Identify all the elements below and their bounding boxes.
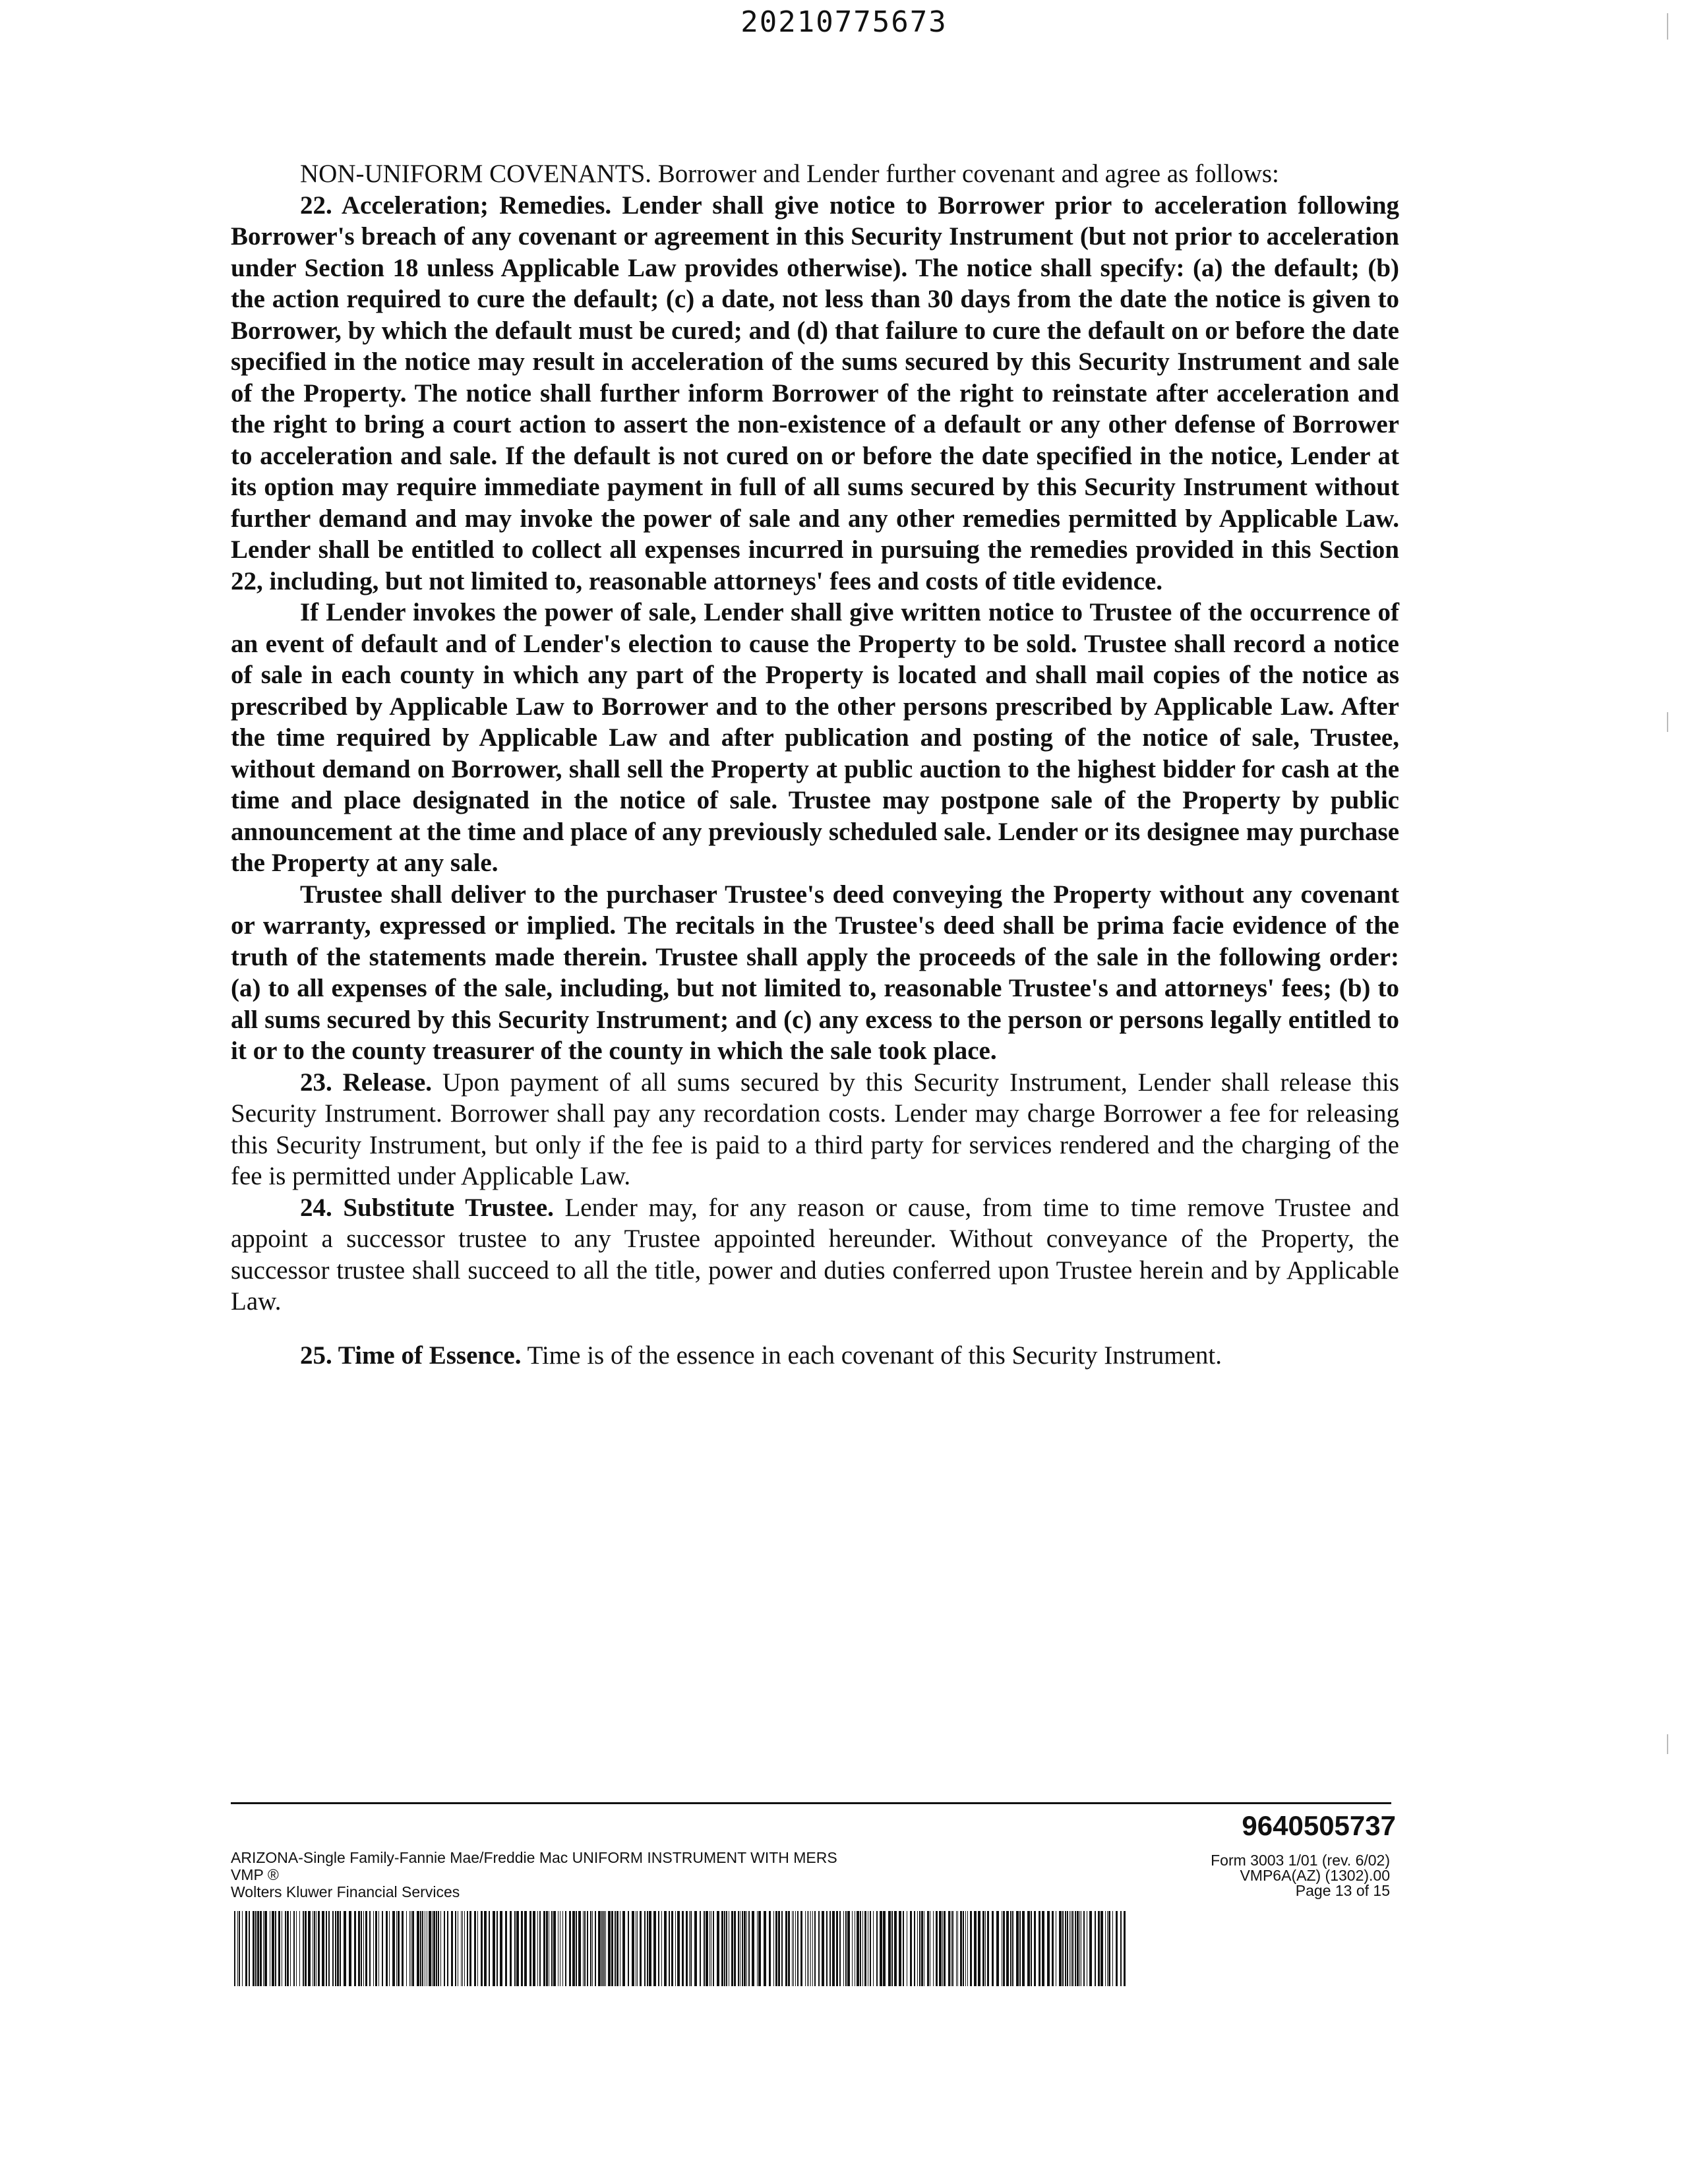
- scan-edge-mark: [1667, 712, 1668, 732]
- barcode-bar: [583, 1911, 584, 1986]
- footer-divider: [231, 1802, 1391, 1804]
- barcode-bar: [818, 1911, 820, 1986]
- page-number: Page 13 of 15: [1295, 1882, 1390, 1899]
- barcode-bar: [647, 1911, 648, 1986]
- barcode-bar: [876, 1911, 878, 1986]
- barcode-bar: [974, 1911, 977, 1986]
- barcode-bar: [1027, 1911, 1030, 1986]
- barcode-bar: [308, 1911, 311, 1986]
- barcode-bar: [1034, 1911, 1036, 1986]
- barcode-bar: [952, 1911, 953, 1986]
- barcode-bar: [671, 1911, 673, 1986]
- barcode-bar: [245, 1911, 247, 1986]
- barcode-bar: [432, 1911, 433, 1986]
- barcode-bar: [847, 1911, 850, 1986]
- barcode-bar: [237, 1911, 238, 1986]
- barcode-bar: [1098, 1911, 1100, 1986]
- barcode-bar: [1095, 1911, 1096, 1986]
- barcode-bar: [967, 1911, 968, 1986]
- barcode-bar: [677, 1911, 680, 1986]
- section-24-paragraph: [231, 1192, 1399, 1318]
- barcode-bar: [461, 1911, 462, 1986]
- barcode-bar: [857, 1911, 859, 1986]
- barcode-bar: [982, 1911, 984, 1986]
- barcode-bar: [474, 1911, 476, 1986]
- barcode-bar: [845, 1911, 847, 1986]
- section-23-paragraph: [231, 1067, 1399, 1192]
- barcode-bar: [529, 1911, 531, 1986]
- barcode-bar: [406, 1911, 407, 1986]
- barcode-bar: [903, 1911, 904, 1986]
- section-23-text: Upon payment of all sums secured by this Security Instrument, Lender shall release this Security Instrument. Borrower shall pay any recordation costs. Lender may charge Borrower a fee for releasing this Security Instrument, but only if the fee is paid to a third party for services rendered and the charging of the fee is permitted under Applicable Law.: [231, 1068, 1400, 1190]
- barcode-bar: [1107, 1911, 1108, 1986]
- barcode-bar: [293, 1911, 295, 1986]
- barcode-bar: [726, 1911, 727, 1986]
- barcode-bar: [996, 1911, 999, 1986]
- barcode-bar: [1079, 1911, 1080, 1986]
- barcode-bar: [942, 1911, 943, 1986]
- barcode-bar: [608, 1911, 611, 1986]
- barcode-bar: [592, 1911, 593, 1986]
- barcode-bar: [344, 1911, 346, 1986]
- barcode-bar: [1047, 1911, 1050, 1986]
- barcode-bar: [318, 1911, 320, 1986]
- barcode-bar: [910, 1911, 912, 1986]
- barcode-bar: [956, 1911, 957, 1986]
- barcode-bar: [1116, 1911, 1118, 1986]
- barcode-bar: [927, 1911, 929, 1986]
- covenants-intro: NON-UNIFORM COVENANTS. Borrower and Lender further covenant and agree as follows:: [300, 160, 1279, 188]
- barcode-bar: [278, 1911, 280, 1986]
- barcode-bar: [822, 1911, 824, 1986]
- barcode-bar: [305, 1911, 307, 1986]
- barcode-bar: [744, 1911, 746, 1986]
- barcode-bar: [263, 1911, 264, 1986]
- barcode-bar: [290, 1911, 291, 1986]
- barcode-bar: [382, 1911, 383, 1986]
- barcode-bar: [615, 1911, 616, 1986]
- barcode-bar: [832, 1911, 835, 1986]
- barcode-bar: [462, 1911, 463, 1986]
- barcode-bar: [797, 1911, 799, 1986]
- barcode-bar: [438, 1911, 439, 1986]
- barcode-bar: [965, 1911, 966, 1986]
- barcode-bar: [489, 1911, 490, 1986]
- barcode-bar: [257, 1911, 259, 1986]
- barcode-bar: [963, 1911, 964, 1986]
- barcode-bar: [675, 1911, 676, 1986]
- barcode-bar: [314, 1911, 315, 1986]
- barcode-bar: [992, 1911, 994, 1986]
- barcode-bar: [1077, 1911, 1079, 1986]
- barcode-bar: [255, 1911, 256, 1986]
- barcode-bar: [467, 1911, 468, 1986]
- barcode-bar: [365, 1911, 367, 1986]
- barcode-bar: [748, 1911, 750, 1986]
- barcode-bar: [402, 1911, 404, 1986]
- barcode-bar: [957, 1911, 958, 1986]
- barcode-bar: [1016, 1911, 1019, 1986]
- form-code: VMP6A(AZ) (1302).00: [1240, 1867, 1390, 1884]
- barcode-bar: [628, 1911, 629, 1986]
- barcode-bar: [373, 1911, 374, 1986]
- barcode-bar: [469, 1911, 471, 1986]
- section-25-text: Time is of the essence in each covenant of this Security Instrument.: [527, 1341, 1222, 1370]
- barcode-bar: [862, 1911, 863, 1986]
- barcode-bar: [706, 1911, 708, 1986]
- barcode-bar: [611, 1911, 613, 1986]
- barcode-bar: [738, 1911, 739, 1986]
- barcode-bar: [349, 1911, 351, 1986]
- barcode-bar: [595, 1911, 596, 1986]
- barcode-bar: [1052, 1911, 1054, 1986]
- barcode-bar: [253, 1911, 255, 1986]
- barcode-bar: [746, 1911, 747, 1986]
- loan-number: 9640505737: [1242, 1810, 1396, 1841]
- barcode-bar: [843, 1911, 844, 1986]
- barcode-bar: [412, 1911, 414, 1986]
- barcode-bar: [444, 1911, 445, 1986]
- document-body: [231, 158, 1399, 1371]
- barcode-bar: [713, 1911, 714, 1986]
- barcode-bar: [335, 1911, 336, 1986]
- barcode-bar: [605, 1911, 606, 1986]
- barcode-bar: [1059, 1911, 1062, 1986]
- barcode-bar: [826, 1911, 828, 1986]
- barcode-bar: [386, 1911, 388, 1986]
- barcode-bar: [669, 1911, 670, 1986]
- barcode-bar: [661, 1911, 662, 1986]
- barcode-bar: [249, 1911, 250, 1986]
- barcode-bar: [632, 1911, 634, 1986]
- barcode-bar: [578, 1911, 581, 1986]
- barcode-bar: [785, 1911, 787, 1986]
- barcode-bar: [354, 1911, 356, 1986]
- barcode-bar: [948, 1911, 950, 1986]
- barcode-bar: [234, 1911, 235, 1986]
- barcode-bar: [664, 1911, 667, 1986]
- barcode-bar: [477, 1911, 478, 1986]
- barcode-bar: [814, 1911, 816, 1986]
- barcode-bar: [1006, 1911, 1009, 1986]
- barcode-bar: [340, 1911, 341, 1986]
- barcode-bar: [1089, 1911, 1092, 1986]
- barcode-bar: [239, 1911, 240, 1986]
- barcode-bar: [514, 1911, 516, 1986]
- barcode-bar: [551, 1911, 553, 1986]
- barcode-bar: [808, 1911, 809, 1986]
- barcode-bar: [500, 1911, 502, 1986]
- barcode-bar: [429, 1911, 431, 1986]
- barcode-bar: [1075, 1911, 1076, 1986]
- section-22-trustee-deed: Trustee shall deliver to the purchaser Trustee's deed conveying the Property without any covenant or warranty, expressed or implied. The recitals in the Trustee's deed shall be prima facie evidence of the truth of the statements made therein. Trustee shall apply the proceeds of the sale in the following order: (a) to all expenses of the sale, including, but not limited to, reasonable Trustee's and attorneys' fees; (b) to all sums secured by this Security Instrument; and (c) any excess to the person or persons legally entitled to it or to the county treasurer of the county in which the sale took place.: [231, 880, 1399, 1065]
- barcode-bar: [1042, 1911, 1044, 1986]
- barcode-bar: [584, 1911, 586, 1986]
- barcode-bar: [447, 1911, 448, 1986]
- barcode-bar: [682, 1911, 684, 1986]
- barcode-bar: [829, 1911, 831, 1986]
- barcode-bar: [919, 1911, 920, 1986]
- barcode-bar: [724, 1911, 725, 1986]
- barcode-bar: [287, 1911, 289, 1986]
- barcode-bar: [781, 1911, 783, 1986]
- barcode-bar: [389, 1911, 390, 1986]
- barcode-bar: [398, 1911, 400, 1986]
- barcode-bar: [1072, 1911, 1073, 1986]
- barcode-bar: [422, 1911, 423, 1986]
- form-title: ARIZONA-Single Family-Fannie Mae/Freddie Mac UNIFORM INSTRUMENT WITH MERS: [231, 1849, 837, 1866]
- barcode-bar: [440, 1911, 441, 1986]
- barcode-bar: [322, 1911, 324, 1986]
- barcode-bar: [721, 1911, 723, 1986]
- barcode-bar: [420, 1911, 421, 1986]
- barcode-bar: [640, 1911, 642, 1986]
- barcode-bar: [914, 1911, 915, 1986]
- barcode-bar: [264, 1911, 267, 1986]
- barcode-bar: [860, 1911, 861, 1986]
- barcode-bar: [1010, 1911, 1011, 1986]
- barcode-bar: [272, 1911, 274, 1986]
- barcode-bar: [939, 1911, 942, 1986]
- barcode-bar: [970, 1911, 972, 1986]
- barcode-bar: [481, 1911, 483, 1986]
- section-22-paragraph: [231, 190, 1399, 597]
- barcode-bar: [242, 1911, 243, 1986]
- section-22-text: Lender shall give notice to Borrower prior to acceleration following Borrower's breach of any covenant or agreement in this Security Instrument (but not prior to acceleration under Section 18 unless Applicable Law provides otherwise). The notice shall specify: (a) the default; (b) the action required to cure the default; (c) a date, not less than 30 days from the date the notice is given to Borrower, by which the default must be cured; and (d) that failure to cure the default on or before the date specified in the notice may result in acceleration of the sums secured by this Security Instrument and sale of the Property. The notice shall further inform Borrower of the right to reinstate after acceleration and the right to bring a court action to assert the non-existence of a default or any other defense of Borrower to acceleration and sale. If the default is not cured on or before the date specified in the notice, Lender at its option may require immediate payment in full of all sums secured by this Security Instrument without further demand and may invoke the power of sale and any other remedies permitted by Applicable Law. Lender shall be entitled to collect all expenses incurred in pursuing the remedies provided in this Section 22, including, but not limited to, reasonable attorneys' fees and costs of title evidence.: [231, 191, 1400, 595]
- barcode-bar: [1083, 1911, 1085, 1986]
- barcode-bar: [769, 1911, 771, 1986]
- barcode-bar: [686, 1911, 688, 1986]
- barcode-bar: [553, 1911, 556, 1986]
- barcode-bar: [795, 1911, 796, 1986]
- barcode-bar: [704, 1911, 705, 1986]
- barcode-bar: [569, 1911, 571, 1986]
- form-number: Form 3003 1/01 (rev. 6/02): [1211, 1852, 1390, 1869]
- barcode-bar: [576, 1911, 577, 1986]
- section-24-text: Lender may, for any reason or cause, from time to time remove Trustee and appoint a successor trustee to any Trustee appointed hereunder. Without conveyance of the Property, the successor trustee shall succeed to all the title, power and duties conferred upon Trustee herein and by Applicable Law.: [231, 1193, 1400, 1316]
- barcode-bar: [275, 1911, 276, 1986]
- barcode-bar: [1100, 1911, 1103, 1986]
- barcode-bar: [1003, 1911, 1005, 1986]
- barcode-bar: [516, 1911, 519, 1986]
- barcode-bar: [883, 1911, 886, 1986]
- barcode-bar: [810, 1911, 811, 1986]
- barcode-bar: [1039, 1911, 1040, 1986]
- barcode-bar: [361, 1911, 362, 1986]
- barcode-bar: [792, 1911, 793, 1986]
- barcode-bar: [649, 1911, 651, 1986]
- barcode-bar: [303, 1911, 304, 1986]
- barcode-bar: [653, 1911, 656, 1986]
- barcode: [234, 1911, 1128, 1986]
- vmp-mark: VMP ®: [231, 1866, 279, 1883]
- barcode-bar: [601, 1911, 603, 1986]
- barcode-bar: [1124, 1911, 1126, 1986]
- barcode-bar: [891, 1911, 893, 1986]
- barcode-bar: [1012, 1911, 1013, 1986]
- barcode-bar: [299, 1911, 300, 1986]
- barcode-bar: [888, 1911, 891, 1986]
- barcode-bar: [328, 1911, 330, 1986]
- barcode-bar: [709, 1911, 710, 1986]
- barcode-bar: [894, 1911, 897, 1986]
- barcode-bar: [546, 1911, 548, 1986]
- section-25-paragraph: [231, 1340, 1399, 1372]
- section-22-title: 22. Acceleration; Remedies.: [300, 191, 612, 220]
- barcode-bar: [505, 1911, 507, 1986]
- barcode-bar: [617, 1911, 618, 1986]
- form-description: [231, 1849, 837, 1900]
- barcode-bar: [690, 1911, 692, 1986]
- barcode-bar: [622, 1911, 625, 1986]
- barcode-bar: [1120, 1911, 1122, 1986]
- scan-edge-mark: [1667, 1734, 1668, 1754]
- section-22-power-of-sale: If Lender invokes the power of sale, Lender shall give written notice to Trustee of the occurrence of an event of default and of Lender's election to cause the Property to be sold. Trustee shall record a notice of sale in each county in which any part of the Property is located and shall mail copies of the notice as prescribed by Applicable Law to Borrower and to the other persons prescribed by Applicable Law. After the time required by Applicable Law and after publication and posting of the notice of sale, Trustee, without demand on Borrower, shall sell the Property at public auction to the highest bidder for cash at the time and place designated in the notice of sale. Trustee may postpone sale of the Property by public announcement at the time and place of any previously scheduled sale. Lender or its designee may purchase the Property at any sale.: [231, 598, 1399, 877]
- barcode-bar: [326, 1911, 327, 1986]
- barcode-bar: [1065, 1911, 1066, 1986]
- barcode-bar: [978, 1911, 980, 1986]
- barcode-bar: [451, 1911, 453, 1986]
- barcode-bar: [598, 1911, 601, 1986]
- barcode-bar: [870, 1911, 871, 1986]
- barcode-bar: [775, 1911, 777, 1986]
- section-25-title: 25. Time of Essence.: [300, 1341, 522, 1370]
- publisher-name: Wolters Kluwer Financial Services: [231, 1883, 460, 1900]
- barcode-bar: [369, 1911, 371, 1986]
- barcode-bar: [1031, 1911, 1032, 1986]
- barcode-bar: [1105, 1911, 1106, 1986]
- barcode-bar: [337, 1911, 339, 1986]
- barcode-bar: [409, 1911, 410, 1986]
- barcode-bar: [497, 1911, 498, 1986]
- barcode-bar: [510, 1911, 512, 1986]
- barcode-bar: [378, 1911, 379, 1986]
- barcode-bar: [717, 1911, 719, 1986]
- barcode-bar: [700, 1911, 701, 1986]
- barcode-bar: [484, 1911, 487, 1986]
- barcode-bar: [873, 1911, 874, 1986]
- barcode-bar: [433, 1911, 435, 1986]
- barcode-bar: [493, 1911, 495, 1986]
- barcode-bar: [944, 1911, 946, 1986]
- barcode-bar: [778, 1911, 780, 1986]
- barcode-bar: [455, 1911, 456, 1986]
- barcode-bar: [565, 1911, 566, 1986]
- barcode-bar: [807, 1911, 808, 1986]
- barcode-bar: [332, 1911, 334, 1986]
- barcode-bar: [764, 1911, 766, 1986]
- barcode-bar: [852, 1911, 853, 1986]
- barcode-bar: [396, 1911, 397, 1986]
- barcode-bar: [296, 1911, 297, 1986]
- barcode-bar: [521, 1911, 523, 1986]
- barcode-bar: [590, 1911, 591, 1986]
- barcode-bar: [839, 1911, 841, 1986]
- barcode-bar: [1022, 1911, 1025, 1986]
- barcode-bar: [734, 1911, 736, 1986]
- form-identifier: [1211, 1853, 1390, 1898]
- barcode-bar: [358, 1911, 360, 1986]
- section-23-title: 23. Release.: [300, 1068, 433, 1097]
- barcode-bar: [533, 1911, 535, 1986]
- barcode-bar: [694, 1911, 697, 1986]
- barcode-bar: [562, 1911, 563, 1986]
- barcode-bar: [985, 1911, 986, 1986]
- barcode-bar: [757, 1911, 758, 1986]
- barcode-bar: [987, 1911, 989, 1986]
- barcode-bar: [812, 1911, 813, 1986]
- barcode-bar: [864, 1911, 866, 1986]
- barcode-bar: [742, 1911, 743, 1986]
- barcode-bar: [260, 1911, 262, 1986]
- recording-number: 20210775673: [740, 5, 948, 39]
- barcode-bar: [392, 1911, 395, 1986]
- barcode-bar: [773, 1911, 774, 1986]
- barcode-bar: [1108, 1911, 1110, 1986]
- section-24-title: 24. Substitute Trustee.: [300, 1193, 554, 1222]
- barcode-bar: [788, 1911, 790, 1986]
- barcode-bar: [417, 1911, 419, 1986]
- barcode-bar: [731, 1911, 733, 1986]
- barcode-bar: [793, 1911, 794, 1986]
- barcode-bar: [603, 1911, 605, 1986]
- barcode-bar: [758, 1911, 761, 1986]
- barcode-bar: [836, 1911, 838, 1986]
- scan-edge-mark: [1667, 13, 1668, 40]
- barcode-bar: [375, 1911, 377, 1986]
- barcode-bar: [689, 1911, 690, 1986]
- barcode-bar: [933, 1911, 934, 1986]
- barcode-bar: [587, 1911, 588, 1986]
- barcode-bar: [464, 1911, 465, 1986]
- barcode-bar: [537, 1911, 538, 1986]
- barcode-bar: [572, 1911, 575, 1986]
- barcode-bar: [436, 1911, 437, 1986]
- barcode-bar: [805, 1911, 806, 1986]
- barcode-bar: [1112, 1911, 1113, 1986]
- barcode-bar: [880, 1911, 882, 1986]
- barcode-bar: [1019, 1911, 1021, 1986]
- barcode-bar: [543, 1911, 545, 1986]
- barcode-bar: [658, 1911, 659, 1986]
- barcode-bar: [917, 1911, 918, 1986]
- barcode-bar: [1062, 1911, 1064, 1986]
- barcode-bar: [921, 1911, 923, 1986]
- barcode-bar: [752, 1911, 754, 1986]
- barcode-bar: [800, 1911, 802, 1986]
- barcode-bar: [644, 1911, 646, 1986]
- barcode-bar: [524, 1911, 527, 1986]
- barcode-bar: [539, 1911, 541, 1986]
- barcode-bar: [899, 1911, 901, 1986]
- barcode-bar: [1067, 1911, 1068, 1986]
- barcode-bar: [637, 1911, 638, 1986]
- barcode-bar: [285, 1911, 286, 1986]
- barcode-bar: [960, 1911, 962, 1986]
- barcode-bar: [936, 1911, 938, 1986]
- barcode-bar: [363, 1911, 364, 1986]
